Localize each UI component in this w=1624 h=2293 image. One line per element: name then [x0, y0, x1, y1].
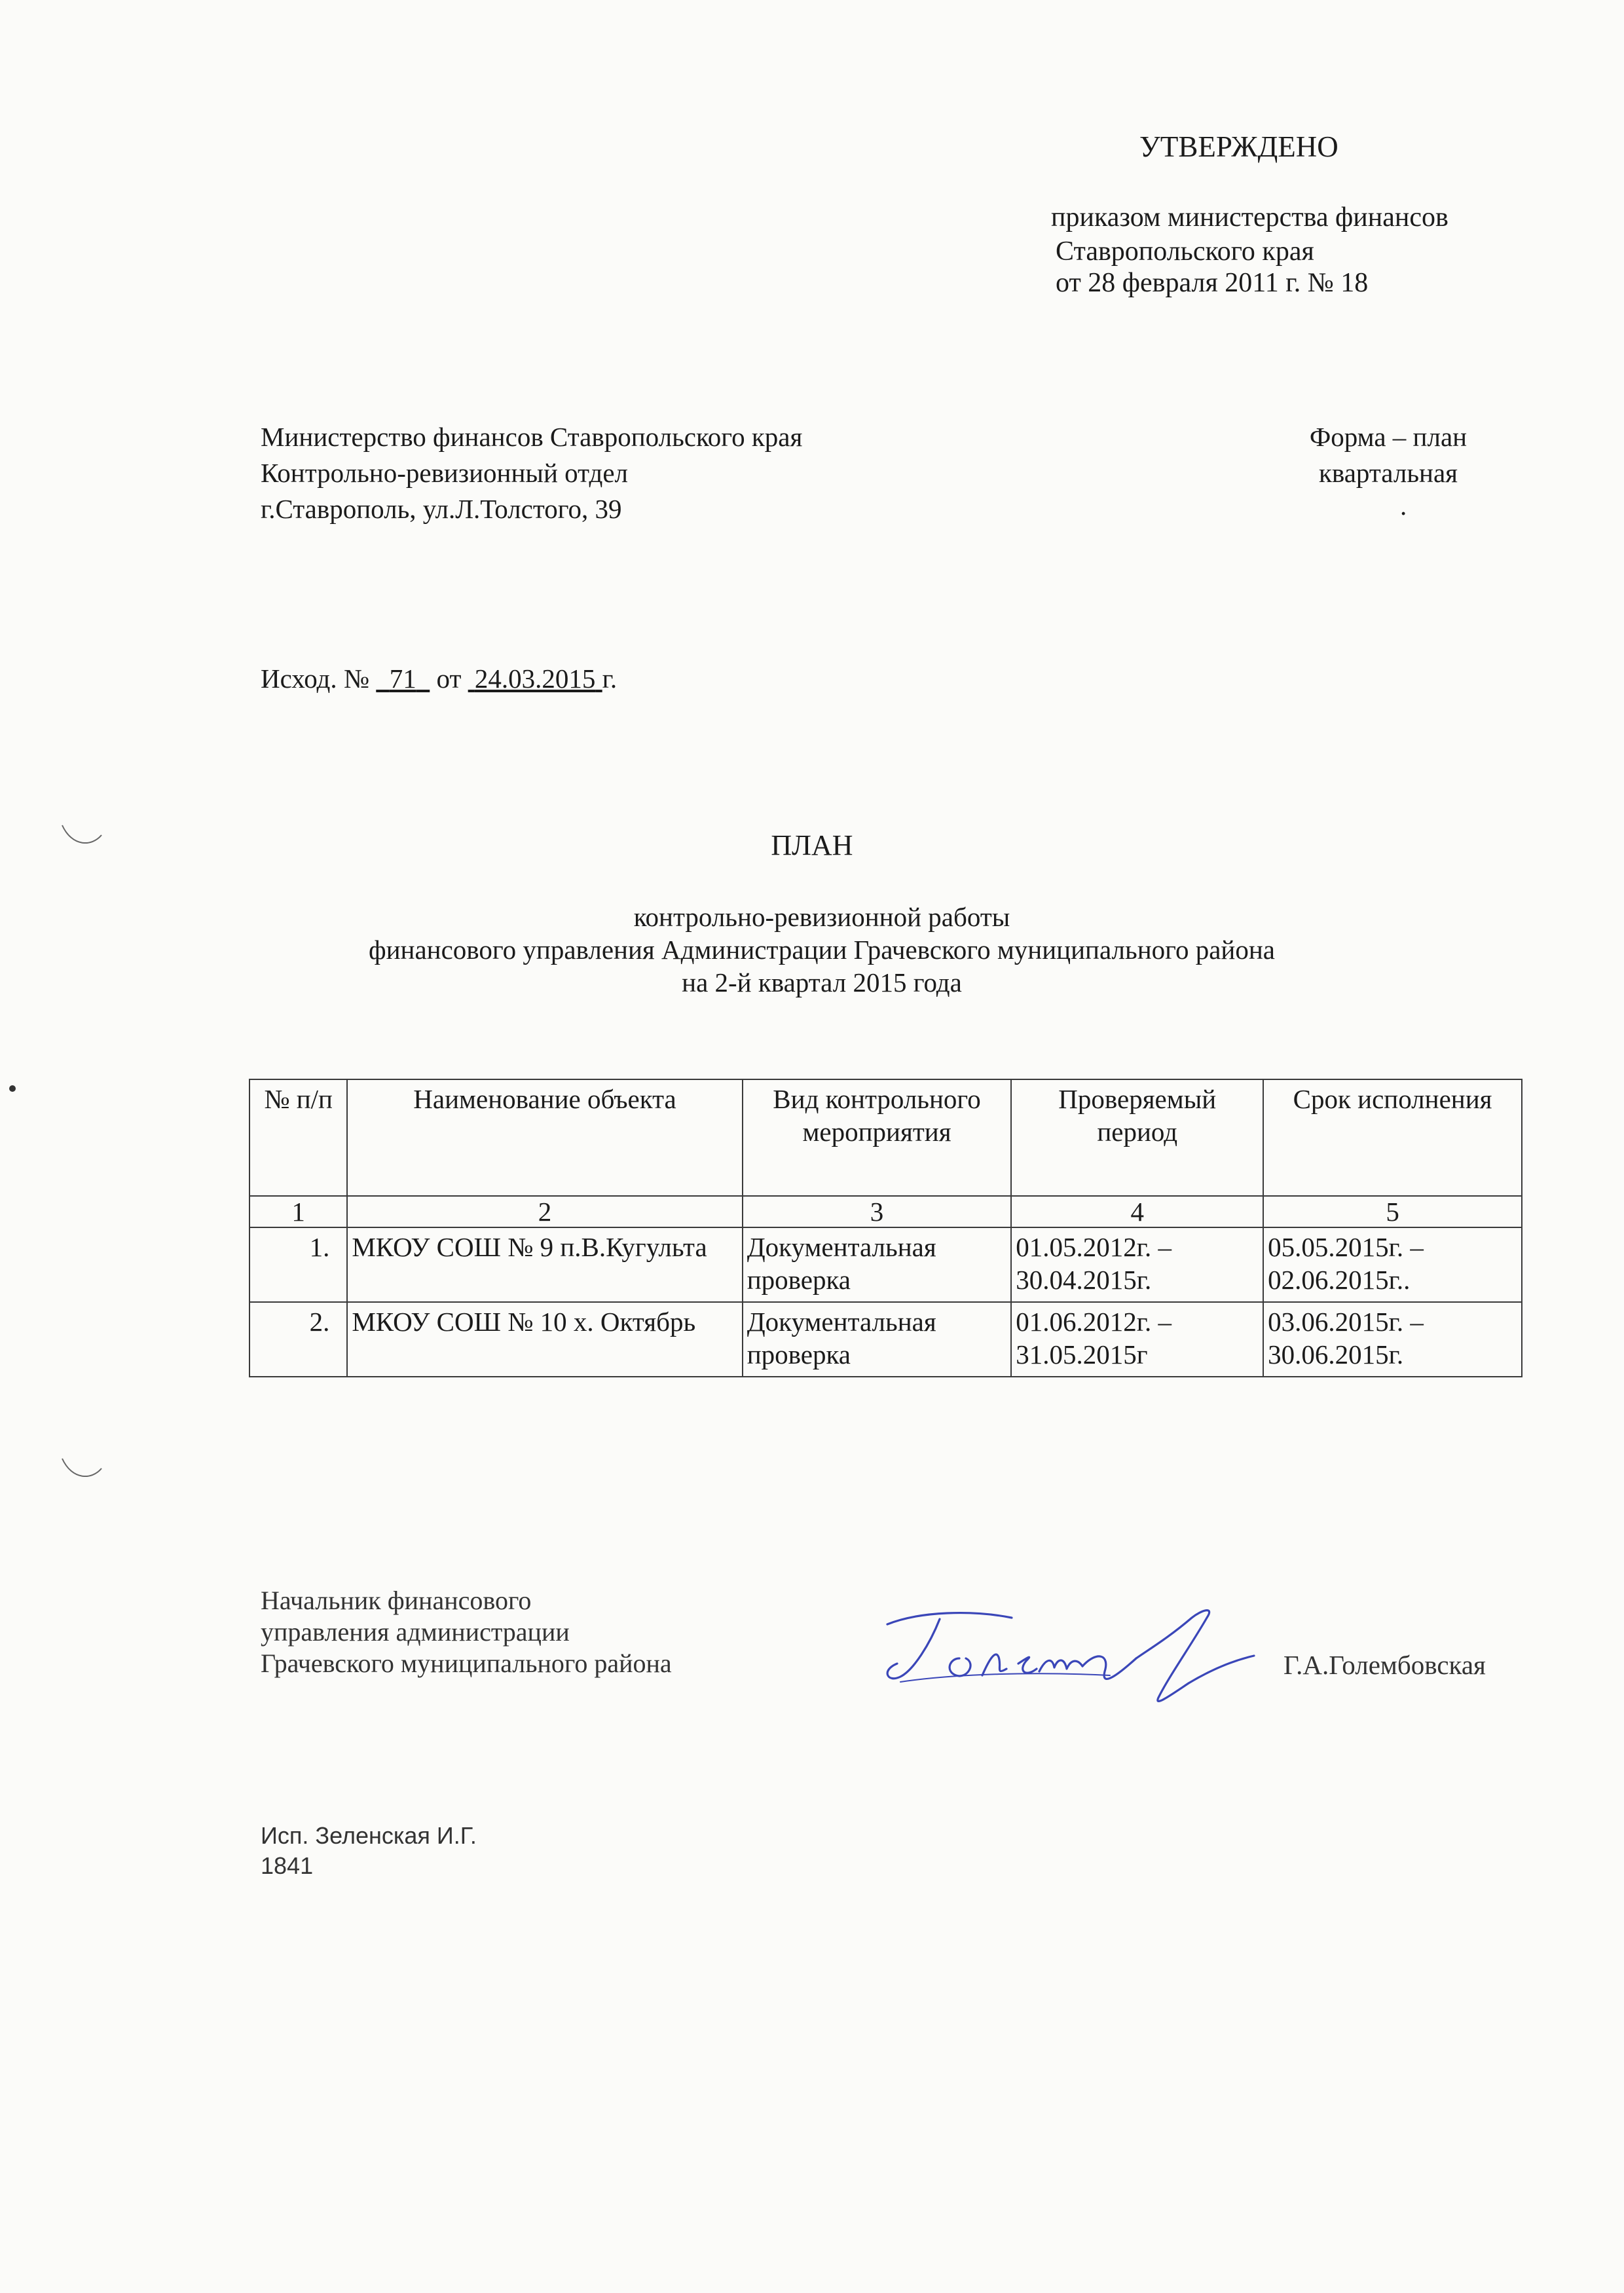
executor-info	[261, 1821, 477, 1881]
plan-subtitle-line-2: финансового управления Администрации Грачевского муниципального района	[369, 935, 1275, 965]
plan-subtitle-line-1: контрольно-ревизионной работы	[633, 902, 1010, 932]
row-number: 1.	[249, 1227, 347, 1302]
row-object: МКОУ СОШ № 9 п.В.Кугульта	[347, 1227, 742, 1302]
handwritten-signature	[861, 1598, 1280, 1713]
approval-line-1: приказом министерства финансов	[1051, 202, 1449, 233]
form-type-line-1: Форма – план	[1309, 422, 1467, 452]
header-number: № п/п	[249, 1079, 347, 1196]
outgoing-from: от	[436, 663, 462, 694]
org-line-3: г.Ставрополь, ул.Л.Толстого, 39	[261, 494, 622, 524]
plan-subtitle-line-3: на 2-й квартал 2015 года	[682, 967, 962, 997]
plan-subtitle	[0, 901, 1624, 999]
header-deadline: Срок исполнения	[1263, 1079, 1522, 1196]
org-line-2: Контрольно-ревизионный отдел	[261, 458, 628, 488]
signatory-name: Г.А.Голембовская	[1283, 1650, 1486, 1680]
table-row	[249, 1302, 1522, 1377]
approval-line-2: Ставропольского края	[1056, 236, 1314, 267]
form-type	[1283, 419, 1493, 491]
form-type-dot: .	[1400, 491, 1407, 521]
row-deadline: 05.05.2015г. – 02.06.2015г..	[1263, 1227, 1522, 1302]
table-header-row	[249, 1079, 1522, 1196]
signatory-line-3: Грачевского муниципального района	[261, 1649, 672, 1678]
row-period: 01.06.2012г. – 31.05.2015г	[1011, 1302, 1263, 1377]
column-number: 2	[347, 1196, 742, 1227]
plan-title: ПЛАН	[771, 829, 853, 861]
signatory-line-2: управления администрации	[261, 1617, 570, 1647]
approval-line-3: от 28 февраля 2011 г. № 18	[1056, 268, 1369, 298]
row-type: Документальная проверка	[743, 1302, 1012, 1377]
signatory-title	[261, 1585, 672, 1679]
executor-name: Исп. Зеленская И.Г.	[261, 1822, 477, 1849]
row-deadline: 03.06.2015г. – 30.06.2015г.	[1263, 1302, 1522, 1377]
header-type: Вид контрольного мероприятия	[743, 1079, 1012, 1196]
org-header	[261, 419, 1046, 527]
column-number: 5	[1263, 1196, 1522, 1227]
outgoing-date: 24.03.2015	[474, 663, 596, 694]
header-object: Наименование объекта	[347, 1079, 742, 1196]
form-type-line-2: квартальная	[1318, 458, 1458, 488]
outgoing-number: 71	[389, 663, 416, 694]
column-number: 3	[743, 1196, 1012, 1227]
outgoing-reference	[261, 663, 617, 694]
header-period: Проверяемый период	[1011, 1079, 1263, 1196]
approval-title: УТВЕРЖДЕНО	[1139, 130, 1338, 163]
signatory-line-1: Начальник финансового	[261, 1586, 532, 1615]
row-object: МКОУ СОШ № 10 х. Октябрь	[347, 1302, 742, 1377]
row-period: 01.05.2012г. – 30.04.2015г.	[1011, 1227, 1263, 1302]
executor-phone: 1841	[261, 1852, 314, 1879]
outgoing-suffix: г.	[602, 663, 618, 694]
org-line-1: Министерство финансов Ставропольского края	[261, 422, 803, 452]
approval-block	[0, 0, 1624, 301]
row-type: Документальная проверка	[743, 1227, 1012, 1302]
punch-hole-mark	[59, 822, 105, 848]
table-row	[249, 1227, 1522, 1302]
punch-hole-mark	[59, 1455, 105, 1482]
row-number: 2.	[249, 1302, 347, 1377]
plan-table	[249, 1079, 1522, 1377]
scan-speck	[9, 1085, 16, 1092]
column-number: 4	[1011, 1196, 1263, 1227]
column-number: 1	[249, 1196, 347, 1227]
column-number-row	[249, 1196, 1522, 1227]
outgoing-prefix: Исход. №	[261, 663, 370, 694]
